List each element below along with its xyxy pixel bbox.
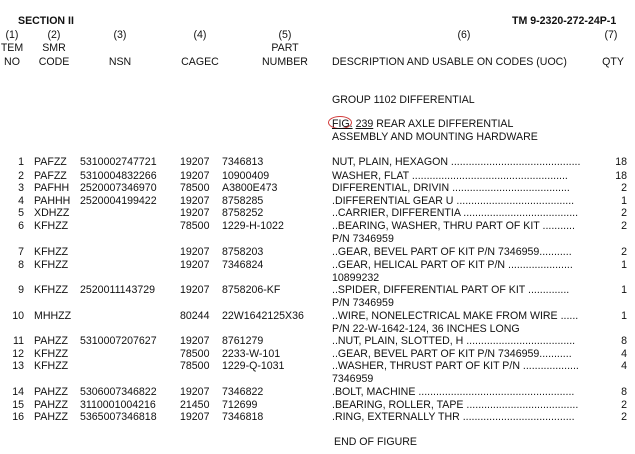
cell-cagec: 19207 [180, 386, 210, 398]
cell-part: 7346818 [222, 411, 264, 423]
cell-item: 6 [18, 220, 24, 232]
cell-qty: 1 [621, 195, 627, 207]
cell-item: 11 [13, 335, 24, 347]
cell-nsn: 3110001004216 [80, 399, 156, 411]
cell-part: 8758252 [222, 207, 264, 219]
cell-item: 2 [18, 170, 24, 182]
cell-description: ..GEAR, BEVEL PART OF KIT P/N 7346959........... [332, 246, 572, 258]
col6-number: (6) [457, 29, 471, 41]
col7-number: (7) [604, 29, 618, 41]
cell-qty: 2 [621, 207, 627, 219]
cell-item: 1 [18, 156, 24, 168]
cell-nsn: 5365007346818 [80, 411, 157, 423]
figure-title-line1: REAR AXLE DIFFERENTIAL [376, 118, 514, 130]
cell-cagec: 19207 [180, 411, 210, 423]
cell-description: ..CARRIER, DIFFERENTIA ....................................... [332, 207, 579, 219]
cell-cagec: 21450 [180, 399, 210, 411]
cell-item: 9 [18, 284, 24, 296]
cell-part: 1229-H-1022 [222, 220, 284, 232]
cell-qty: 4 [621, 348, 627, 360]
cell-qty: 8 [621, 386, 627, 398]
cell-part: 8758203 [222, 246, 264, 258]
cell-part: A3800E473 [222, 182, 278, 194]
cell-description: 10899232 [332, 271, 380, 284]
cell-smr: PAFZZ [34, 156, 67, 168]
cell-item: 3 [18, 182, 24, 194]
cell-item: 5 [18, 207, 24, 219]
cell-cagec: 78500 [180, 182, 210, 194]
cell-description: ..GEAR, BEVEL PART OF KIT P/N 7346959........... [332, 348, 572, 360]
cell-smr: PAHHH [34, 195, 71, 207]
col5-label-top: PART [271, 42, 299, 54]
cell-nsn: 5310002747721 [80, 156, 157, 168]
cell-qty: 2 [621, 411, 627, 423]
cell-cagec: 19207 [180, 335, 210, 347]
cell-cagec: 80244 [180, 310, 210, 322]
cell-description: .BOLT, MACHINE ..................................................... [332, 386, 575, 398]
cell-nsn: 5310007207627 [80, 335, 157, 347]
cell-smr: KFHZZ [34, 246, 69, 258]
cell-qty: 2 [621, 246, 627, 258]
cell-cagec: 78500 [180, 348, 210, 360]
cell-part: 22W1642125X36 [222, 310, 304, 322]
cell-qty: 1 [621, 259, 627, 271]
col1-label-bottom: NO [4, 56, 20, 68]
cell-cagec: 19207 [180, 284, 210, 296]
cell-nsn: 2520011143729 [80, 284, 156, 296]
cell-description: DIFFERENTIAL, DRIVIN ........................................ [332, 182, 570, 194]
cell-qty: 18 [615, 156, 627, 168]
cell-smr: KFHZZ [34, 284, 69, 296]
cell-smr: KFHZZ [34, 259, 69, 271]
figure-number: 239 [355, 118, 374, 130]
cell-item: 10 [12, 310, 24, 322]
col1-number: (1) [5, 29, 19, 41]
cell-smr: PAFHH [34, 182, 70, 194]
section-label: SECTION II [18, 15, 74, 27]
cell-cagec: 19207 [180, 246, 210, 258]
cell-item: 13 [12, 360, 24, 372]
cell-part: 8758285 [222, 195, 264, 207]
col3-label: NSN [108, 56, 132, 68]
cell-item: 14 [12, 386, 24, 398]
cell-smr: KFHZZ [34, 220, 69, 232]
cell-item: 12 [12, 348, 24, 360]
cell-part: 7346824 [222, 259, 264, 271]
cell-cagec: 19207 [180, 259, 210, 271]
col1-label-top: TEM [0, 42, 24, 54]
cell-part: 1229-Q-1031 [222, 360, 285, 372]
group-title: GROUP 1102 DIFFERENTIAL [332, 94, 475, 106]
cell-description: .BEARING, ROLLER, TAPE ...................................... [332, 399, 579, 411]
cell-qty: 2 [621, 399, 627, 411]
cell-part: 8758206-KF [222, 284, 281, 296]
col5-label-bottom: NUMBER [262, 56, 308, 68]
cell-description: ..WASHER, THRUST PART OF KIT P/N ................... [332, 360, 579, 372]
cell-description: ..NUT, PLAIN, SLOTTED, H ..................................... [332, 335, 576, 347]
cell-cagec: 78500 [180, 360, 210, 372]
cell-qty: 1 [621, 310, 627, 322]
cell-item: 15 [12, 399, 24, 411]
cell-part: 10900409 [222, 170, 270, 182]
cell-part: 7346813 [222, 156, 264, 168]
cell-part: 2233-W-101 [222, 348, 281, 360]
cell-smr: KFHZZ [34, 348, 69, 360]
col5-number: (5) [278, 29, 292, 41]
cell-description: NUT, PLAIN, HEXAGON ............................................ [332, 156, 581, 168]
cell-smr: PAHZZ [34, 399, 68, 411]
col7-label: QTY [602, 56, 624, 68]
col4-number: (4) [193, 29, 207, 41]
cell-cagec: 78500 [180, 220, 210, 232]
cell-smr: PAFZZ [34, 170, 67, 182]
cell-item: 16 [12, 411, 24, 423]
cell-description: ..BEARING, WASHER, THRU PART OF KIT ........... [332, 220, 575, 232]
cell-description: P/N 22-W-1642-124, 36 INCHES LONG [332, 322, 520, 335]
cell-cagec: 19207 [180, 195, 210, 207]
cell-qty: 2 [621, 220, 627, 232]
col2-number: (2) [47, 29, 61, 41]
cell-part: 712699 [222, 399, 258, 411]
cell-cagec: 19207 [180, 170, 210, 182]
cell-smr: XDHZZ [34, 207, 70, 219]
cell-smr: PAHZZ [34, 386, 68, 398]
cell-cagec: 19207 [180, 156, 210, 168]
cell-part: 7346822 [222, 386, 264, 398]
col4-label: CAGEC [181, 56, 219, 68]
cell-qty: 8 [621, 335, 627, 347]
cell-qty: 18 [615, 170, 627, 182]
cell-item: 8 [18, 259, 24, 271]
cell-description: ..WIRE, NONELECTRICAL MAKE FROM WIRE ...... [332, 310, 579, 322]
cell-description: .DIFFERENTIAL GEAR U ........................................ [332, 195, 575, 207]
end-of-figure: END OF FIGURE [334, 436, 417, 448]
cell-cagec: 19207 [180, 207, 210, 219]
cell-item: 4 [18, 195, 24, 207]
cell-qty: 1 [621, 284, 627, 296]
cell-smr: PAHZZ [34, 411, 68, 423]
col2-label-top: SMR [42, 42, 66, 54]
cell-part: 8761279 [222, 335, 264, 347]
cell-description: ..SPIDER, DIFFERENTIAL PART OF KIT .............. [332, 284, 570, 296]
cell-description: P/N 7346959 [332, 232, 394, 245]
cell-item: 7 [18, 246, 24, 258]
cell-nsn: 5306007346822 [80, 386, 157, 398]
figure-title-line2: ASSEMBLY AND MOUNTING HARDWARE [332, 131, 538, 143]
tm-number: TM 9-2320-272-24P-1 [512, 15, 617, 27]
figure-caption[interactable] [332, 118, 513, 130]
cell-nsn: 5310004832266 [80, 170, 157, 182]
col2-label-bottom: CODE [38, 56, 70, 68]
cell-nsn: 2520004199422 [80, 195, 157, 207]
cell-qty: 2 [621, 182, 627, 194]
cell-description: P/N 7346959 [332, 296, 394, 309]
cell-description: WASHER, FLAT ..................................................... [332, 170, 568, 182]
cell-smr: PAHZZ [34, 335, 68, 347]
figure-label: FIG. [332, 118, 353, 130]
cell-smr: MHHZZ [34, 310, 72, 322]
col6-label: DESCRIPTION AND USABLE ON CODES (UOC) [332, 56, 567, 68]
cell-description: .RING, EXTERNALLY THR ...................................... [332, 411, 575, 423]
cell-description: 7346959 [332, 372, 374, 385]
cell-nsn: 2520007346970 [80, 182, 157, 194]
cell-qty: 4 [621, 360, 627, 372]
cell-description: ..GEAR, HELICAL PART OF KIT P/N ...................... [332, 259, 573, 271]
cell-smr: KFHZZ [34, 360, 69, 372]
col3-number: (3) [113, 29, 127, 41]
